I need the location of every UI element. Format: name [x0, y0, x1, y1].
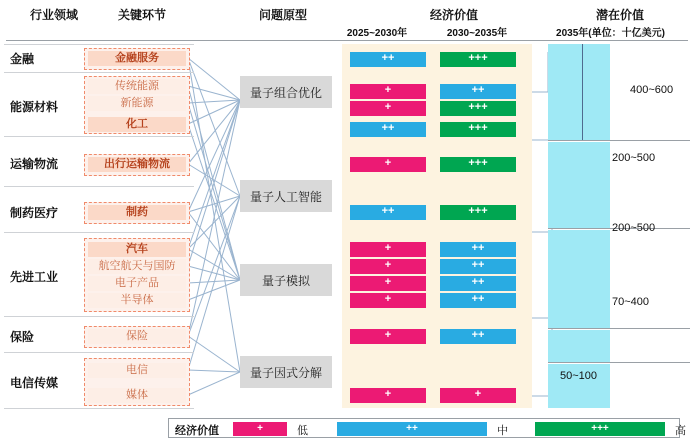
econ-chip-r1c0: + — [350, 84, 426, 99]
econ-chip-r2c0: + — [350, 101, 426, 116]
header-industry: 行业领域 — [29, 8, 78, 22]
industry-label-3: 制药医疗 — [10, 206, 59, 220]
industry-separator — [4, 186, 194, 187]
econ-chip-r11c1: + — [440, 388, 516, 403]
header-potential-value: 潜在价值 — [595, 8, 644, 22]
econ-chip-r4c0: + — [350, 157, 426, 172]
potential-label-2: 200~500 — [612, 222, 656, 234]
key-link-9[interactable]: 半导体 — [88, 293, 186, 308]
industry-label-1: 能源材料 — [10, 100, 59, 114]
industry-label-6: 电信传媒 — [10, 376, 59, 390]
legend — [168, 418, 686, 438]
industry-label-0: 金融 — [10, 52, 35, 66]
potential-band-1 — [548, 142, 610, 228]
industry-separator — [4, 72, 194, 73]
header-economic-period-1: 2025~2030年 — [346, 28, 408, 39]
key-link-1[interactable]: 传统能源 — [88, 79, 186, 94]
key-link-6[interactable]: 汽车 — [88, 242, 186, 257]
econ-chip-r5c0: ++ — [350, 205, 426, 220]
header-potential-sub: 2035年(单位：十亿美元) — [556, 28, 665, 39]
econ-chip-r1c1: ++ — [440, 84, 516, 99]
industry-label-5: 保险 — [10, 330, 35, 344]
key-link-3[interactable]: 化工 — [88, 117, 186, 132]
potential-rule-0 — [548, 140, 690, 141]
legend-title: 经济价值 — [175, 425, 219, 437]
potential-rule-2 — [548, 328, 690, 329]
potential-divider-0 — [582, 44, 583, 140]
key-link-0[interactable]: 金融服务 — [88, 51, 186, 66]
potential-band-0 — [548, 44, 610, 140]
econ-chip-r4c1: +++ — [440, 157, 516, 172]
econ-chip-r0c0: ++ — [350, 52, 426, 67]
econ-chip-r9c1: ++ — [440, 293, 516, 308]
econ-chip-r9c0: + — [350, 293, 426, 308]
econ-chip-r2c1: +++ — [440, 101, 516, 116]
potential-band-3 — [548, 330, 610, 362]
industry-separator — [4, 136, 194, 137]
key-link-2[interactable]: 新能源 — [88, 96, 186, 111]
industry-separator — [4, 352, 194, 353]
econ-chip-r6c0: + — [350, 242, 426, 257]
econ-chip-r7c1: ++ — [440, 259, 516, 274]
header-problem: 问题原型 — [258, 8, 307, 22]
problem-1[interactable]: 量子人工智能 — [240, 180, 332, 212]
key-link-7[interactable]: 航空航天与国防 — [88, 259, 186, 274]
econ-chip-r10c1: ++ — [440, 329, 516, 344]
key-link-11[interactable]: 电信 — [88, 363, 186, 378]
legend-text-low: 低 — [297, 425, 308, 437]
legend-chip-mid: ++ — [337, 422, 487, 436]
problem-2[interactable]: 量子模拟 — [240, 264, 332, 296]
econ-chip-r3c1: +++ — [440, 122, 516, 137]
industry-separator — [4, 408, 194, 409]
key-link-10[interactable]: 保险 — [88, 329, 186, 344]
econ-chip-r5c1: +++ — [440, 205, 516, 220]
industry-label-2: 运输物流 — [10, 157, 59, 171]
potential-label-3: 70~400 — [612, 296, 650, 308]
problem-3[interactable]: 量子因式分解 — [240, 356, 332, 388]
problem-0[interactable]: 量子组合优化 — [240, 76, 332, 108]
header-key-link: 关键环节 — [117, 8, 166, 22]
potential-label-1: 200~500 — [612, 152, 656, 164]
header-economic-period-2: 2030~2035年 — [446, 28, 508, 39]
legend-chip-high: +++ — [535, 422, 665, 436]
potential-rule-3 — [548, 362, 690, 363]
header-divider — [6, 40, 688, 41]
key-link-4[interactable]: 出行运输物流 — [88, 157, 186, 172]
econ-chip-r8c0: + — [350, 276, 426, 291]
econ-chip-r8c1: ++ — [440, 276, 516, 291]
key-link-8[interactable]: 电子产品 — [88, 276, 186, 291]
industry-separator — [4, 232, 194, 233]
potential-label-0: 400~600 — [630, 84, 674, 96]
potential-label-4: 50~100 — [560, 370, 598, 382]
key-link-12[interactable]: 媒体 — [88, 388, 186, 403]
industry-separator — [4, 44, 194, 45]
industry-label-4: 先进工业 — [10, 270, 59, 284]
legend-chip-low: + — [233, 422, 287, 436]
econ-chip-r0c1: +++ — [440, 52, 516, 67]
legend-text-high: 高 — [675, 425, 686, 437]
econ-chip-r6c1: ++ — [440, 242, 516, 257]
econ-chip-r11c0: + — [350, 388, 426, 403]
econ-chip-r7c0: + — [350, 259, 426, 274]
key-link-5[interactable]: 制药 — [88, 205, 186, 220]
legend-text-mid: 中 — [497, 425, 508, 437]
econ-chip-r10c0: + — [350, 329, 426, 344]
industry-separator — [4, 316, 194, 317]
header-economic-value: 经济价值 — [429, 8, 478, 22]
potential-band-2 — [548, 230, 610, 328]
econ-chip-r3c0: ++ — [350, 122, 426, 137]
